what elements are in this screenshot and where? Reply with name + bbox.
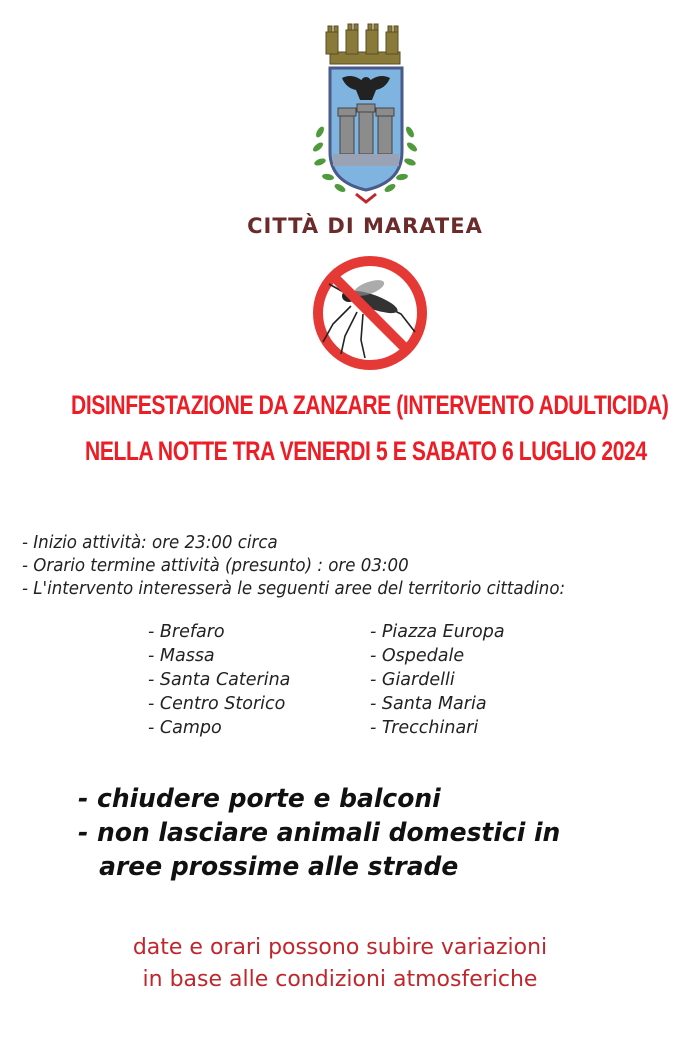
list-item: - Trecchinari bbox=[370, 718, 479, 738]
start-time: - Inizio attività: ore 23:00 circa bbox=[22, 533, 278, 553]
list-item: - Ospedale bbox=[370, 646, 465, 666]
coat-of-arms-icon bbox=[290, 22, 440, 217]
areas-column-2 bbox=[370, 620, 505, 740]
variation-note bbox=[0, 932, 680, 996]
headline-line-1: DISINFESTAZIONE DA ZANZARE (INTERVENTO ADULTICIDA) bbox=[71, 390, 669, 420]
areas-column-1 bbox=[148, 620, 290, 740]
end-time: - Orario termine attività (presunto) : ore 03:00 bbox=[22, 556, 409, 576]
list-item: - Massa bbox=[148, 646, 215, 666]
warning-pets-continued: aree prossime alle strade bbox=[99, 852, 459, 882]
list-item: - Piazza Europa bbox=[370, 622, 505, 642]
warning-close-doors: - chiudere porte e balconi bbox=[78, 784, 441, 814]
list-item: - Campo bbox=[148, 718, 222, 738]
warning-pets: - non lasciare animali domestici in bbox=[78, 818, 561, 848]
city-name: CITTÀ DI MARATEA bbox=[247, 214, 483, 238]
list-item: - Giardelli bbox=[370, 670, 455, 690]
warnings bbox=[78, 782, 560, 884]
note-line-1: date e orari possono subire variazioni bbox=[132, 935, 548, 960]
list-item: - Brefaro bbox=[148, 622, 225, 642]
areas-intro: - L'intervento interesserà le seguenti aree del territorio cittadino: bbox=[22, 579, 566, 599]
list-item: - Centro Storico bbox=[148, 694, 286, 714]
activity-info bbox=[22, 532, 565, 601]
list-item: - Santa Caterina bbox=[148, 670, 291, 690]
no-mosquito-icon bbox=[311, 254, 429, 372]
note-line-2: in base alle condizioni atmosferiche bbox=[142, 967, 538, 992]
list-item: - Santa Maria bbox=[370, 694, 487, 714]
headline-line-2: NELLA NOTTE TRA VENERDI 5 E SABATO 6 LUGLIO 2024 bbox=[85, 436, 647, 466]
